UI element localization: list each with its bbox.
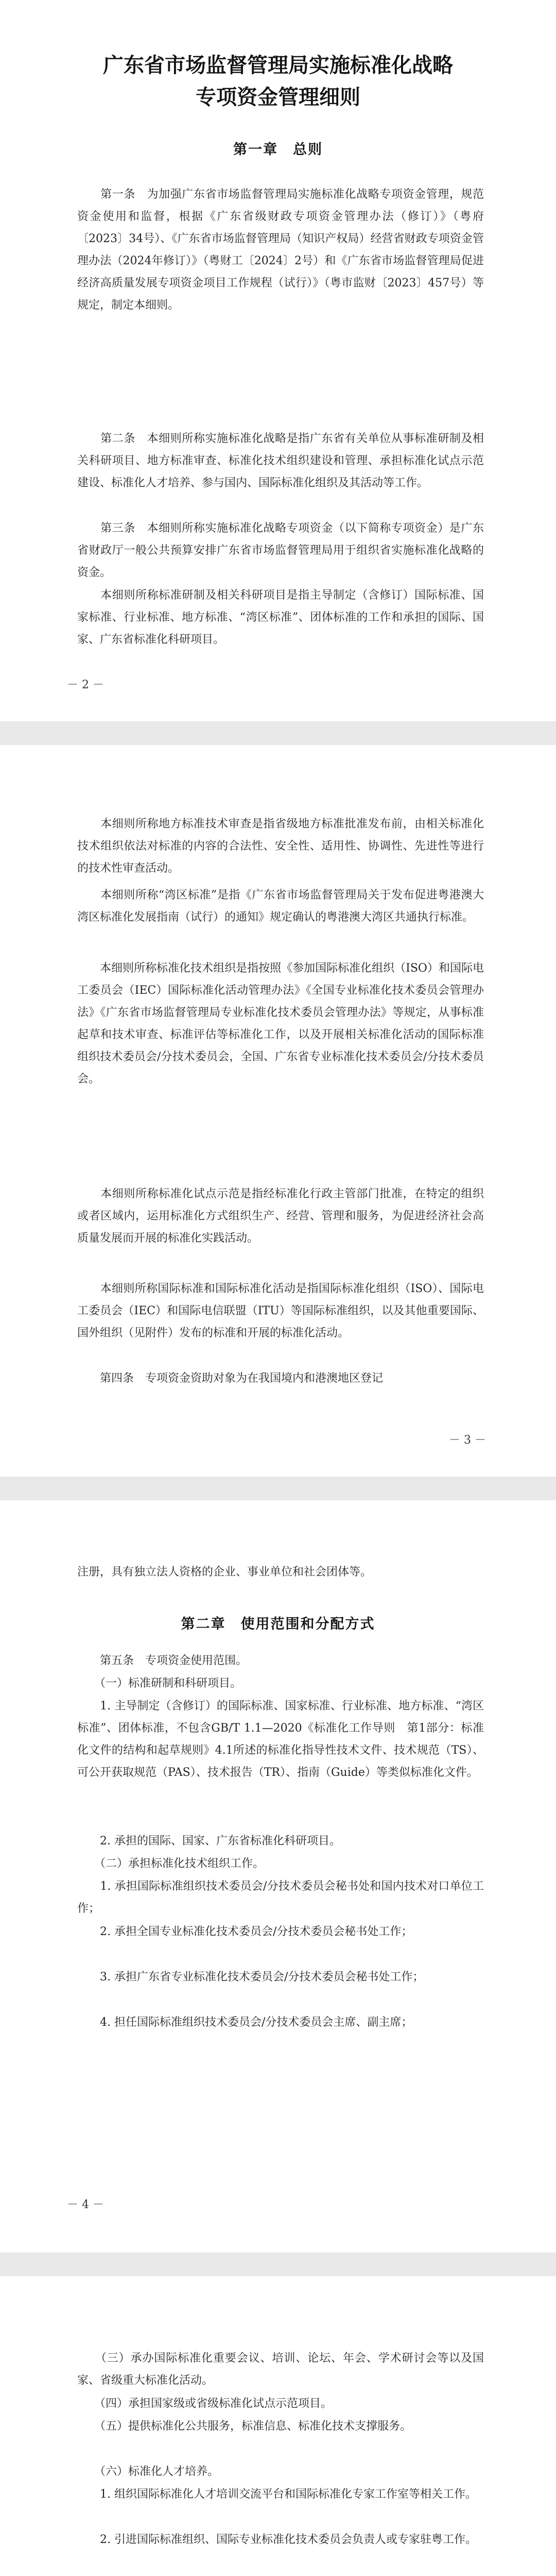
document-page-2	[0, 745, 556, 1477]
chapter-1-heading: 第一章 总则	[233, 142, 323, 158]
document-page-1	[0, 0, 556, 721]
title-line-1: 广东省市场监督管理局实施标准化战略	[103, 53, 453, 77]
chapter-2-heading: 第二章 使用范围和分配方式	[181, 1616, 375, 1632]
document-title	[0, 49, 556, 113]
article-3: 第三条 本细则所称实施标准化战略专项资金（以下简称专项资金）是广东省财政厅一般公共预算安排广东省市场监督管理局用于组织省实施标准化战略的资金。	[77, 522, 484, 579]
item-7-bay-area	[77, 2574, 484, 2576]
item-technical-organization: （二）承担标准化技术组织工作。	[77, 1857, 265, 1870]
page-number: － 2 －	[67, 679, 104, 691]
item-4-pilot-projects: （四）承担国家级或省级标准化试点示范项目。	[77, 2397, 333, 2410]
article-3-paragraph-2: 本细则所称标准研制及相关科研项目是指主导制定（含修订）国际标准、国家标准、行业标准、地方标准、“湾区标准”、团体标准的工作和承担的国际、国家、广东省标准化科研项目。	[77, 589, 484, 646]
item-5-public-services: （五）提供标准化公共服务，标准信息、标准化技术支撑服务。	[77, 2420, 412, 2433]
item-6-talent: （六）标准化人才培养。	[77, 2465, 219, 2478]
item-6-2-expert-introduction: 2. 引进国际标准组织、国际专业标准化技术委员会负责人或专家驻粤工作。	[77, 2533, 477, 2546]
item-2-research-projects: 2. 承担的国际、国家、广东省标准化科研项目。	[77, 1835, 341, 1848]
paragraph-local-standard-review: 本细则所称地方标准技术审查是指省级地方标准批准发布前，由相关标准化技术组织依法对标准的内容的合法性、安全性、适用性、协调性、先进性等进行的技术性审查活动。	[77, 818, 484, 875]
document-page-3	[0, 1500, 556, 2252]
page-number: － 3 －	[449, 1434, 486, 1447]
item-3-conferences: （三）承办国际标准化重要会议、培训、论坛、年会、学术研讨会等以及国家、省级重大标准化活动。	[77, 2352, 484, 2387]
article-4-continued: 注册，具有独立法人资格的企业、事业单位和社会团体等。	[77, 1566, 372, 1579]
article-2: 第二条 本细则所称实施标准化战略是指广东省有关单位从事标准研制及相关科研项目、地方标准审查、标准化技术组织建设和管理、承担标准化试点示范建设、标准化人才培养、参与国内、国际标准化组织及其活动等工作。	[77, 432, 484, 489]
item-1-international-secretariat: 1. 承担国际标准组织技术委员会/分技术委员会秘书处和国内技术对口单位工作；	[77, 1880, 484, 1915]
paragraph-international-standards: 本细则所称国际标准和国际标准化活动是指国际标准化组织（ISO）、国际电工委员会（IEC）和国际电信联盟（ITU）等国际标准组织，以及其他重要国际、国外组织（见附件）发布的标准和开展的标准化活动。	[77, 1282, 484, 1340]
item-1-lead-drafting: 1. 主导制定（含修订）的国际标准、国家标准、行业标准、地方标准、“湾区标准”、团体标准，不包含GB/T 1.1—2020《标准化工作导则 第1部分：标准化文件的结构和起草规则》4.1所述的标准化指导性技术文件、技术规范（TS）、可公开获取规范（PAS）、技术报告（TR）、指南（Guide）等类似标准化文件。	[77, 1700, 484, 1779]
page-number: － 4 －	[67, 2198, 104, 2211]
article-5: 第五条 专项资金使用范围。	[77, 1654, 248, 1667]
article-4: 第四条 专项资金资助对象为在我国境内和港澳地区登记	[77, 1372, 384, 1385]
paragraph-bay-area-standard: 本细则所称“湾区标准”是指《广东省市场监督管理局关于发布促进粤港澳大湾区标准化发展指南（试行）的通知》规定确认的粤港澳大湾区共通执行标准。	[77, 889, 484, 924]
title-line-2: 专项资金管理细则	[196, 85, 360, 109]
item-3-provincial-secretariat: 3. 承担广东省专业标准化技术委员会/分技术委员会秘书处工作；	[77, 1971, 424, 1984]
article-1: 第一条 为加强广东省市场监督管理局实施标准化战略专项资金管理，规范资金使用和监督，根据《广东省级财政专项资金管理办法（修订）》（粤府〔2023〕34号）、《广东省市场监督管理局（知识产权局）经营省财政专项资金管理办法（2024年修订）》（粤财工〔2024〕2号）和《广东省市场监督管理局促进经济高质量发展专项资金项目工作规程（试行）》（粤市监财〔2023〕457号）等规定，制定本细则。	[77, 188, 484, 312]
document-page-4	[0, 2276, 556, 2576]
item-6-1-training-platform: 1. 组织国际标准化人才培训交流平台和国际标准化专家工作室等相关工作。	[77, 2488, 477, 2501]
paragraph-pilot-demonstration: 本细则所称标准化试点示范是指经标准化行政主管部门批准，在特定的组织或者区域内，运用标准化方式组织生产、经营、管理和服务，为促进经济社会高质量发展而开展的标准化实践活动。	[77, 1188, 484, 1245]
item-2-national-secretariat: 2. 承担全国专业标准化技术委员会/分技术委员会秘书处工作；	[77, 1925, 413, 1938]
paragraph-technical-organization: 本细则所称标准化技术组织是指按照《参加国际标准化组织（ISO）和国际电工委员会（IEC）国际标准化活动管理办法》《全国专业标准化技术委员会管理办法》《广东省市场监督管理局专业标准化技术委员会管理办法》等规定，从事标准起草和技术审查、标准评估等标准化工作，以及开展相关标准化活动的国际标准组织技术委员会/分技术委员会，全国、广东省专业标准化技术委员会/分技术委员会。	[77, 962, 484, 1086]
item-standard-research: （一）标准研制和科研项目。	[77, 1677, 242, 1690]
item-4-chair: 4. 担任国际标准组织技术委员会/分技术委员会主席、副主席；	[77, 2016, 413, 2029]
